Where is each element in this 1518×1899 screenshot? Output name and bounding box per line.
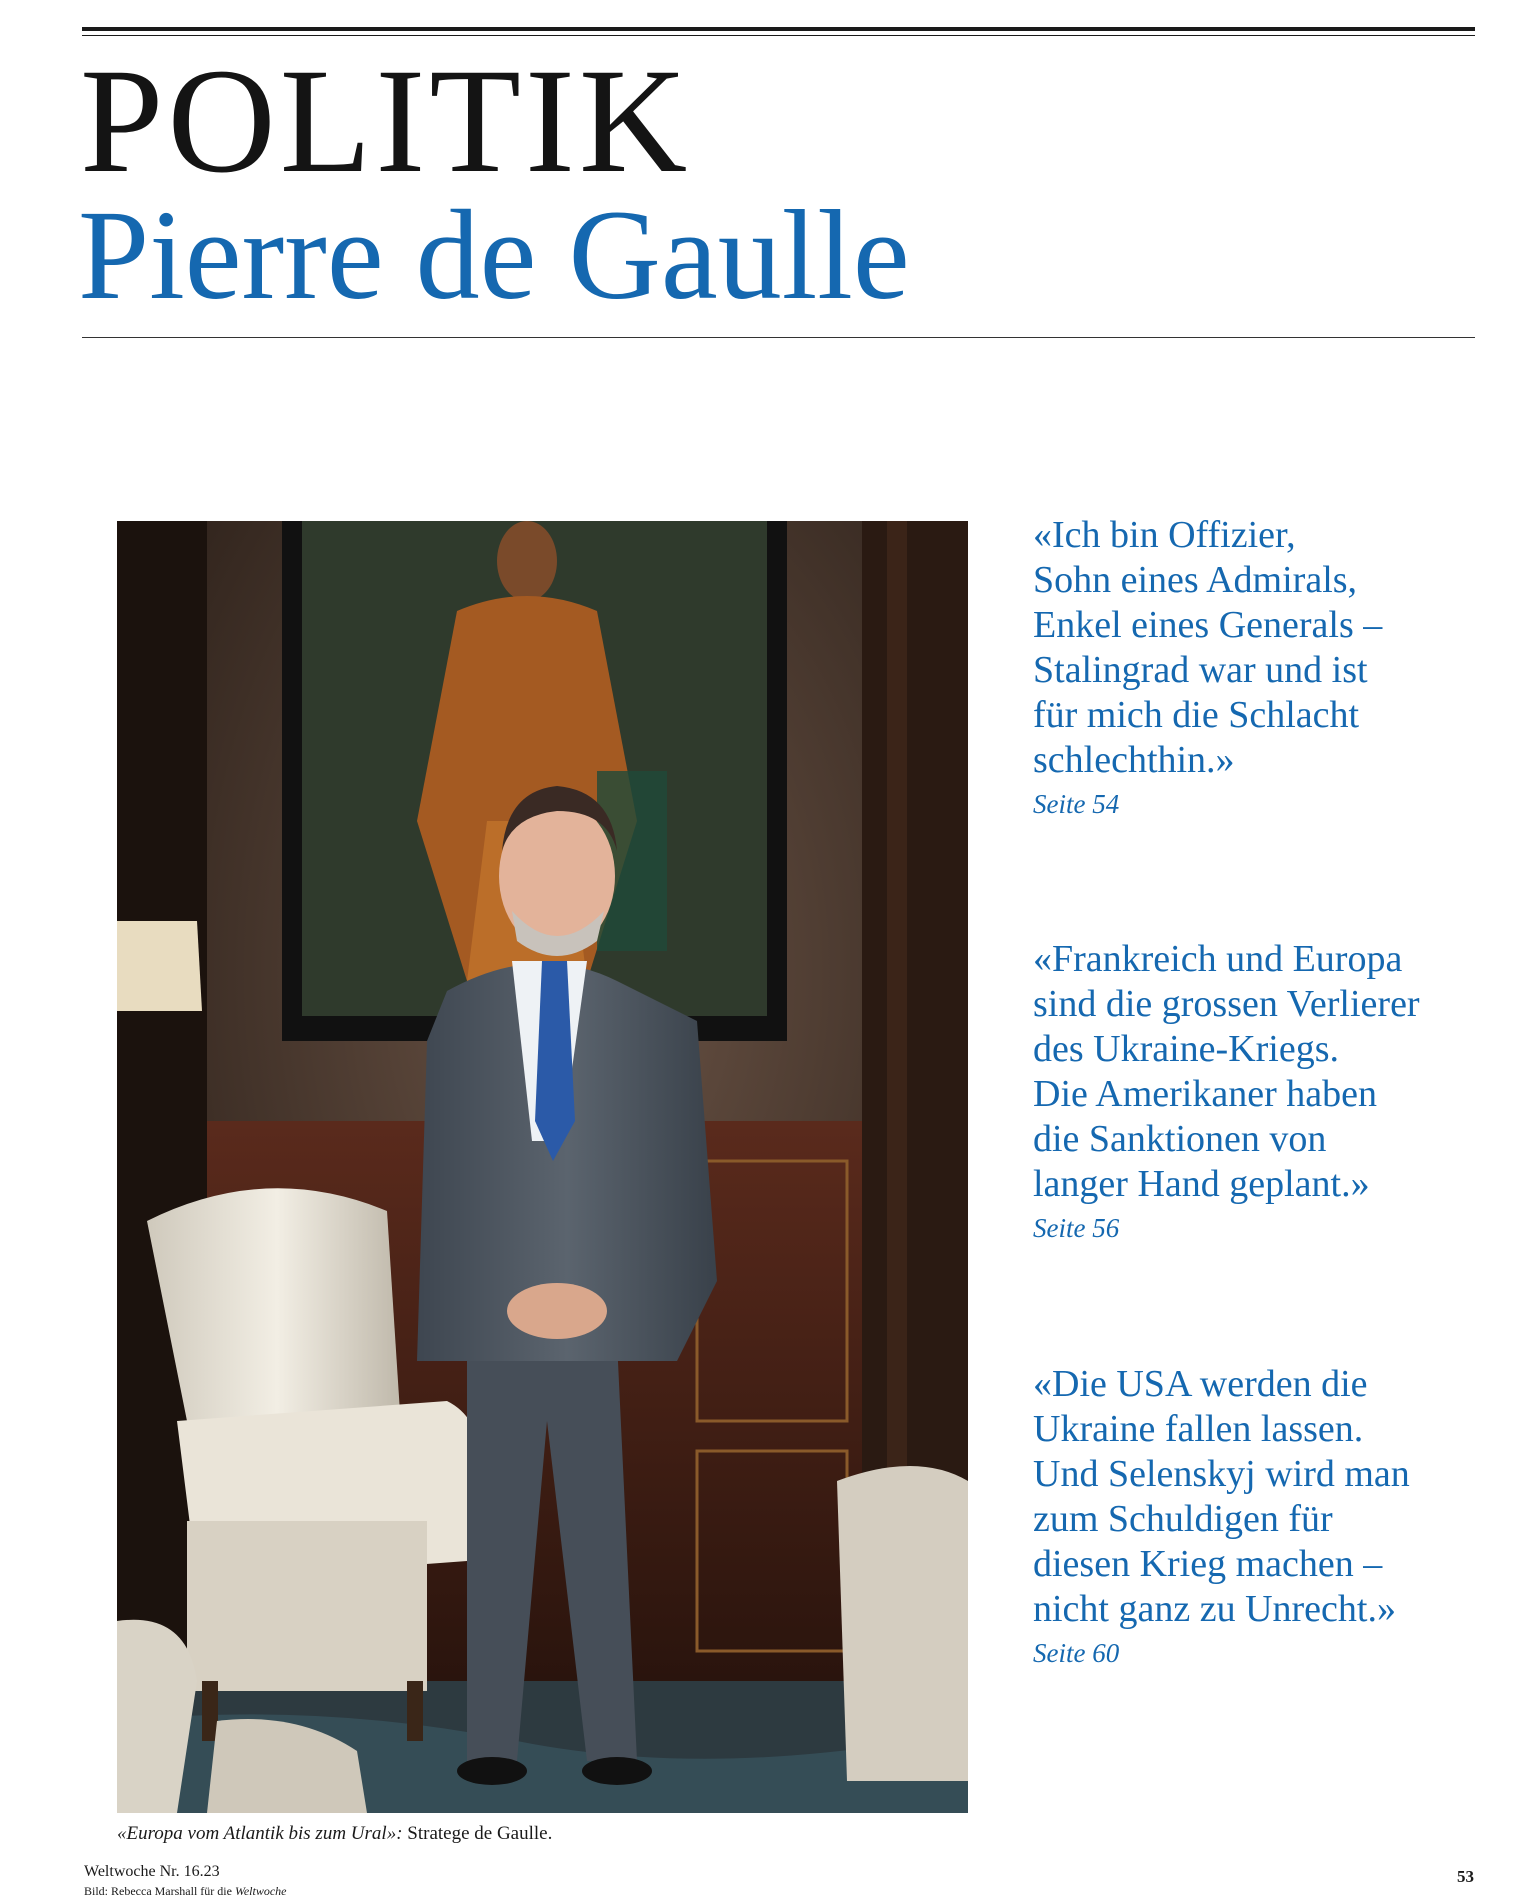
quote-2-page-ref[interactable]: Seite 56 (1033, 1213, 1120, 1243)
caption-text: Stratege de Gaulle. (402, 1823, 553, 1844)
quote-1-page-ref[interactable]: Seite 54 (1033, 789, 1120, 819)
footer-photo-credit (84, 1884, 287, 1899)
photo-caption (117, 1823, 552, 1845)
quote-1: «Ich bin Offizier, Sohn eines Admirals, Enkel eines Generals – Stalingrad war und ist für mich die Schlacht schlechthin.» (1033, 514, 1383, 781)
credit-prefix: Bild: Rebecca Marshall für die (84, 1884, 235, 1898)
credit-publication: Weltwoche (234, 1884, 287, 1898)
top-rule-thin (82, 35, 1475, 36)
article-headline: Pierre de Gaulle (78, 184, 910, 326)
header-divider (82, 337, 1475, 338)
section-title: POLITIK (80, 38, 692, 204)
quote-3: «Die USA werden die Ukraine fallen lassen. Und Selenskyj wird man zum Schuldigen für diesen Krieg machen – nicht ganz zu Unrecht.» (1033, 1363, 1410, 1630)
page-number: 53 (1457, 1867, 1474, 1886)
caption-quote: «Europa vom Atlantik bis zum Ural»: (117, 1823, 403, 1844)
quote-3-page-ref[interactable]: Seite 60 (1033, 1638, 1120, 1668)
quote-2: «Frankreich und Europa sind die grossen Verlierer des Ukraine-Kriegs. Die Amerikaner haben die Sanktionen von langer Hand geplant.» (1033, 938, 1420, 1205)
portrait-photo (117, 521, 968, 1813)
footer-magazine-issue: Weltwoche Nr. 16.23 (84, 1863, 220, 1880)
top-rule-thick (82, 27, 1475, 31)
